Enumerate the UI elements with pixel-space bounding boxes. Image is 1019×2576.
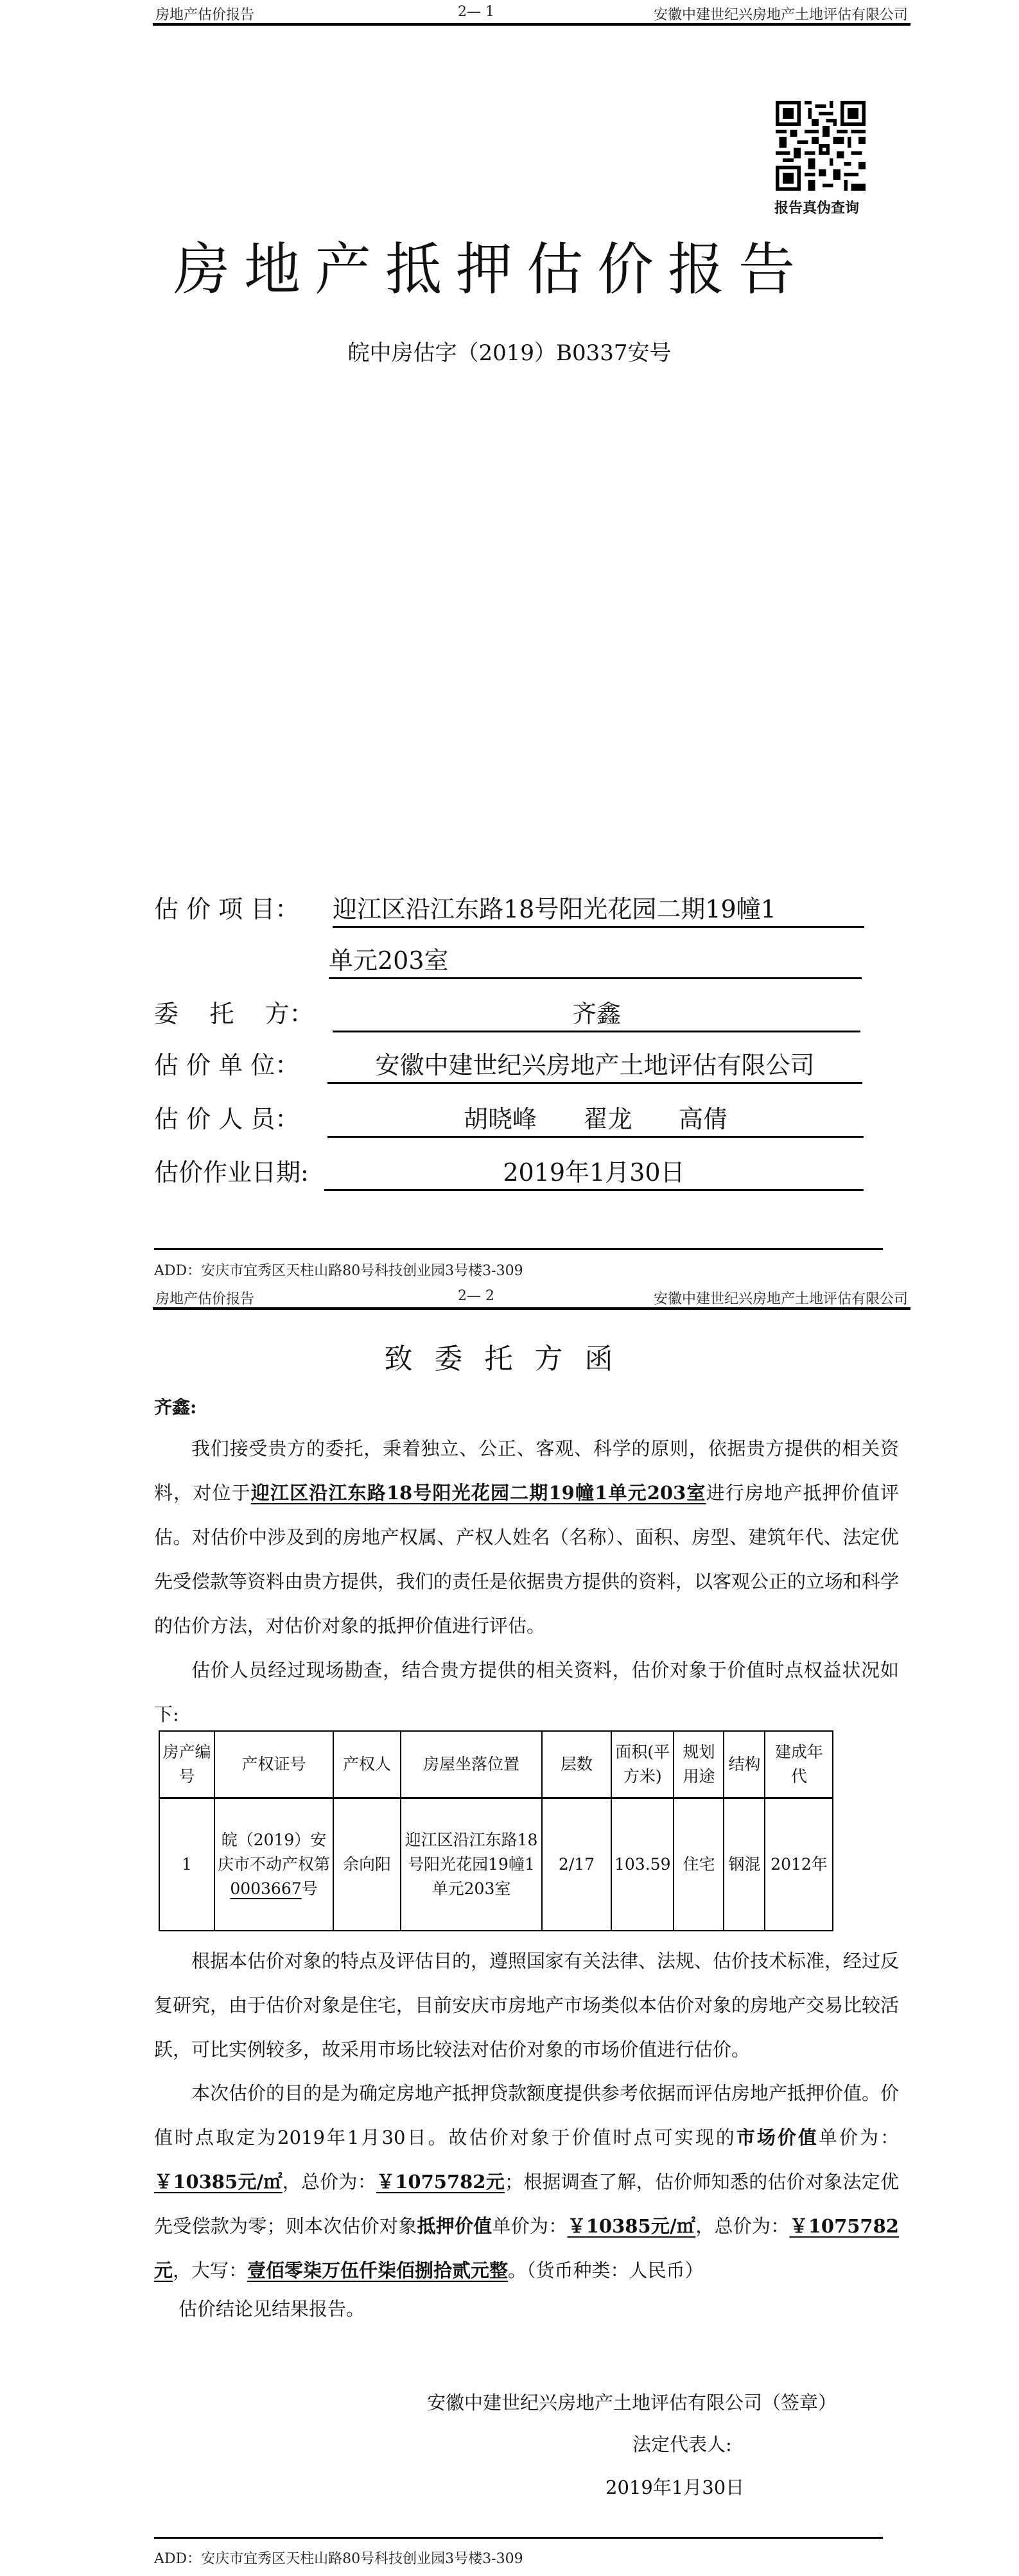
para4-text-c: ，总价为： (282, 2171, 376, 2193)
field-client-value: 齐鑫 (333, 994, 860, 1032)
field-project-value-line2: 单元203室 (329, 941, 862, 979)
footer-rule (154, 2537, 883, 2539)
header-rule (153, 1307, 910, 1310)
header-page-number: 2— 1 (458, 4, 494, 20)
para1-text-a: 我们接受贵方的委托，秉着独立、公正、客观、科学的原则，依据贵方提供的相关资料，对位于 (154, 1438, 899, 1504)
cell-area: 103.59 (611, 1798, 674, 1931)
para4-text-b: 单价为： (818, 2127, 899, 2148)
footer-rule (154, 1248, 883, 1250)
col-header: 结构 (724, 1731, 765, 1798)
field-project-value-line1: 迎江区沿江东路18号阳光花园二期19幢1 (333, 889, 864, 928)
signature-legal-rep: 法定代表人: (632, 2433, 732, 2455)
market-total-price: ￥1075782元 (376, 2171, 505, 2193)
report-title: 房地产抵押估价报告 (173, 236, 810, 302)
letter-title: 致委托方函 (384, 1343, 635, 1375)
field-appraiser-unit-value: 安徽中建世纪兴房地产土地评估有限公司 (327, 1045, 862, 1084)
mortgage-total-price: ￥1075782元 (154, 2215, 899, 2281)
market-unit-price: ￥10385元/㎡ (154, 2171, 283, 2193)
cert-prefix: 皖（2019）安庆市不动产权第 (218, 1831, 331, 1874)
col-header: 层数 (542, 1731, 611, 1798)
para2-text: 估价人员经过现场勘查，结合贵方提供的相关资料，估价对象于价值时点权益状况如下: (154, 1659, 899, 1725)
qr-code-icon[interactable] (776, 101, 866, 191)
header-company: 安徽中建世纪兴房地产土地评估有限公司 (653, 7, 908, 23)
signature-date: 2019年1月30日 (605, 2476, 745, 2498)
para4-text-h: 。（货币种类：人民币） (508, 2259, 704, 2281)
col-header: 房屋坐落位置 (401, 1731, 542, 1798)
para4-text-d: ；根据调查了解，估价师知悉的估价对象法定优先受偿款为零；则本次估价对象 (154, 2171, 899, 2237)
paragraph-valuation (154, 2071, 899, 2293)
amount-in-words: 壹佰零柒万伍仟柒佰捌拾贰元整 (247, 2259, 509, 2281)
col-header: 房产编号 (159, 1731, 214, 1798)
field-work-date (154, 1153, 685, 1188)
cert-number: 0003667 (230, 1879, 302, 1898)
header-page-number: 2— 2 (458, 1288, 494, 1304)
col-header: 产权证号 (214, 1731, 333, 1798)
para4-text-a: 本次估价的目的是为确定房地产抵押贷款额度提供参考依据而评估房地产抵押价值。价值时点取定为2019年1月30日。故估价对象于价值时点可实现的 (154, 2082, 900, 2148)
paragraph-survey (154, 1648, 899, 1737)
mortgage-value-label: 抵押价值 (417, 2215, 492, 2237)
paragraph-method (154, 1939, 899, 2072)
para4-text-e: 单价为： (492, 2215, 568, 2237)
salutation: 齐鑫: (154, 1397, 197, 1418)
field-appraisers (154, 1099, 727, 1135)
property-address: 迎江区沿江东路18号阳光花园二期19幢1单元203室 (250, 1482, 706, 1504)
header-doc-type: 房地产估价报告 (155, 7, 255, 23)
cell-owner: 余向阳 (333, 1798, 401, 1931)
field-appraiser-unit (154, 1045, 815, 1081)
footer-address: ADD：安庆市宜秀区天柱山路80号科技创业园3号楼3-309 (154, 2551, 523, 2567)
col-header: 建成年代 (765, 1731, 833, 1798)
table-row (159, 1798, 833, 1931)
para1-text-b: 进行房地产抵押价值评估。对估价中涉及到的房地产权属、产权人姓名（名称）、面积、房型、建筑年代、法定优先受偿款等资料由贵方提供，我们的责任是依据贵方提供的资料，以客观公正的立场和科学的估价方法，对估价对象的抵押价值进行评估。 (154, 1482, 900, 1637)
col-header: 面积(平方米) (611, 1731, 674, 1798)
field-label: 估 价 单 位： (154, 1051, 300, 1079)
signature-company: 安徽中建世纪兴房地产土地评估有限公司（签章） (427, 2392, 837, 2414)
col-header: 规划用途 (674, 1731, 724, 1798)
header-company: 安徽中建世纪兴房地产土地评估有限公司 (653, 1291, 908, 1307)
cell-structure: 钢混 (724, 1798, 765, 1931)
cell-location: 迎江区沿江东路18号阳光花园19幢1单元203室 (401, 1798, 542, 1931)
cell-cert (214, 1798, 333, 1931)
header-doc-type: 房地产估价报告 (155, 1291, 255, 1307)
footer-address: ADD：安庆市宜秀区天柱山路80号科技创业园3号楼3-309 (154, 1263, 523, 1279)
property-table (159, 1730, 833, 1931)
table-header-row (159, 1731, 833, 1798)
page1-header (153, 0, 910, 26)
field-appraisers-value: 胡晓峰 翟龙 高倩 (327, 1099, 864, 1138)
col-header: 产权人 (333, 1731, 401, 1798)
field-label: 估 价 项 目： (154, 895, 300, 923)
field-label: 估价作业日期: (154, 1158, 309, 1187)
paragraph-entrustment (154, 1427, 899, 1648)
header-rule (153, 23, 910, 26)
para4-text-g: ，大写： (173, 2259, 248, 2281)
cell-year: 2012年 (765, 1798, 833, 1931)
field-label: 委 托 方： (154, 1000, 314, 1028)
field-label: 估 价 人 员： (154, 1105, 300, 1133)
para5-text: 估价结论见结果报告。 (179, 2298, 365, 2320)
field-work-date-value: 2019年1月30日 (324, 1153, 864, 1191)
cell-no: 1 (159, 1798, 214, 1931)
cell-floors: 2/17 (542, 1798, 611, 1931)
para4-text-f: ，总价为： (695, 2215, 790, 2237)
cert-suffix: 号 (301, 1879, 318, 1898)
field-client (154, 994, 621, 1029)
page2-header (153, 1284, 910, 1310)
cell-use: 住宅 (674, 1798, 724, 1931)
report-number: 皖中房估字（2019）B0337安号 (347, 340, 672, 366)
mortgage-unit-price: ￥10385元/㎡ (567, 2215, 696, 2237)
field-project (154, 889, 776, 925)
paragraph-conclusion (154, 2287, 899, 2331)
qr-caption: 报告真伪查询 (774, 200, 860, 216)
market-value-label: 市场价值 (736, 2127, 819, 2148)
para3-text: 根据本估价对象的特点及评估目的，遵照国家有关法律、法规、估价技术标准，经过反复研究，由于估价对象是住宅，目前安庆市房地产市场类似本估价对象的房地产交易比较活跃，可比实例较多，故采用市场比较法对估价对象的市场价值进行估价。 (154, 1950, 900, 2060)
